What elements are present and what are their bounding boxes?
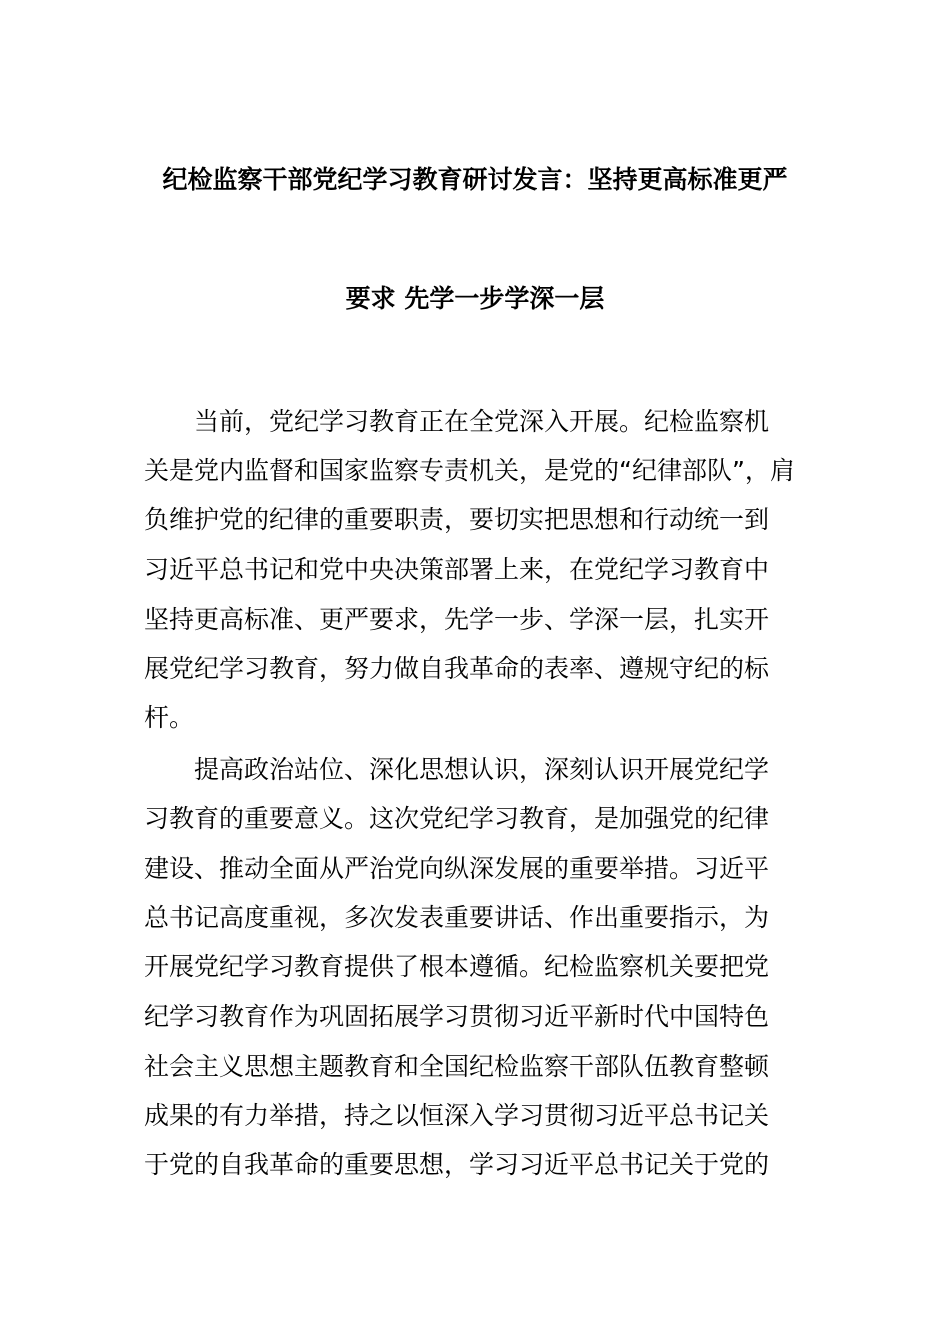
paragraph-line: 关是党内监督和国家监察专责机关，是党的“纪律部队”，肩 [144,456,795,485]
paragraph-line: 社会主义思想主题教育和全国纪检监察干部队伍教育整顿 [144,1052,770,1081]
paragraph-line: 总书记高度重视，多次发表重要讲话、作出重要指示，为 [144,903,770,932]
paragraph-line: 于党的自我革命的重要思想，学习习近平总书记关于党的 [144,1150,770,1179]
paragraph-line: 当前，党纪学习教育正在全党深入开展。纪检监察机 [194,407,770,436]
paragraph-line: 开展党纪学习教育提供了根本遵循。纪检监察机关要把党 [144,952,770,981]
paragraph-line: 纪学习教育作为巩固拓展学习贯彻习近平新时代中国特色 [144,1002,770,1031]
paragraph-line: 展党纪学习教育，努力做自我革命的表率、遵规守纪的标 [144,654,770,683]
paragraph-line: 习教育的重要意义。这次党纪学习教育，是加强党的纪律 [144,804,770,833]
paragraph-line: 负维护党的纪律的重要职责，要切实把思想和行动统一到 [144,505,770,534]
paragraph-line: 提高政治站位、深化思想认识，深刻认识开展党纪学 [194,755,770,784]
paragraph-line: 杆。 [144,703,195,732]
paragraph-line: 建设、推动全面从严治党向纵深发展的重要举措。习近平 [144,854,770,883]
paragraph-line: 成果的有力举措，持之以恒深入学习贯彻习近平总书记关 [144,1101,770,1130]
paragraph-line: 习近平总书记和党中央决策部署上来，在党纪学习教育中 [144,555,770,584]
document-title-line-1: 纪检监察干部党纪学习教育研讨发言：坚持更高标准更严 [162,165,788,194]
document-title-line-2: 要求 先学一步学深一层 [345,284,605,313]
paragraph-line: 坚持更高标准、更严要求，先学一步、学深一层，扎实开 [144,605,770,634]
